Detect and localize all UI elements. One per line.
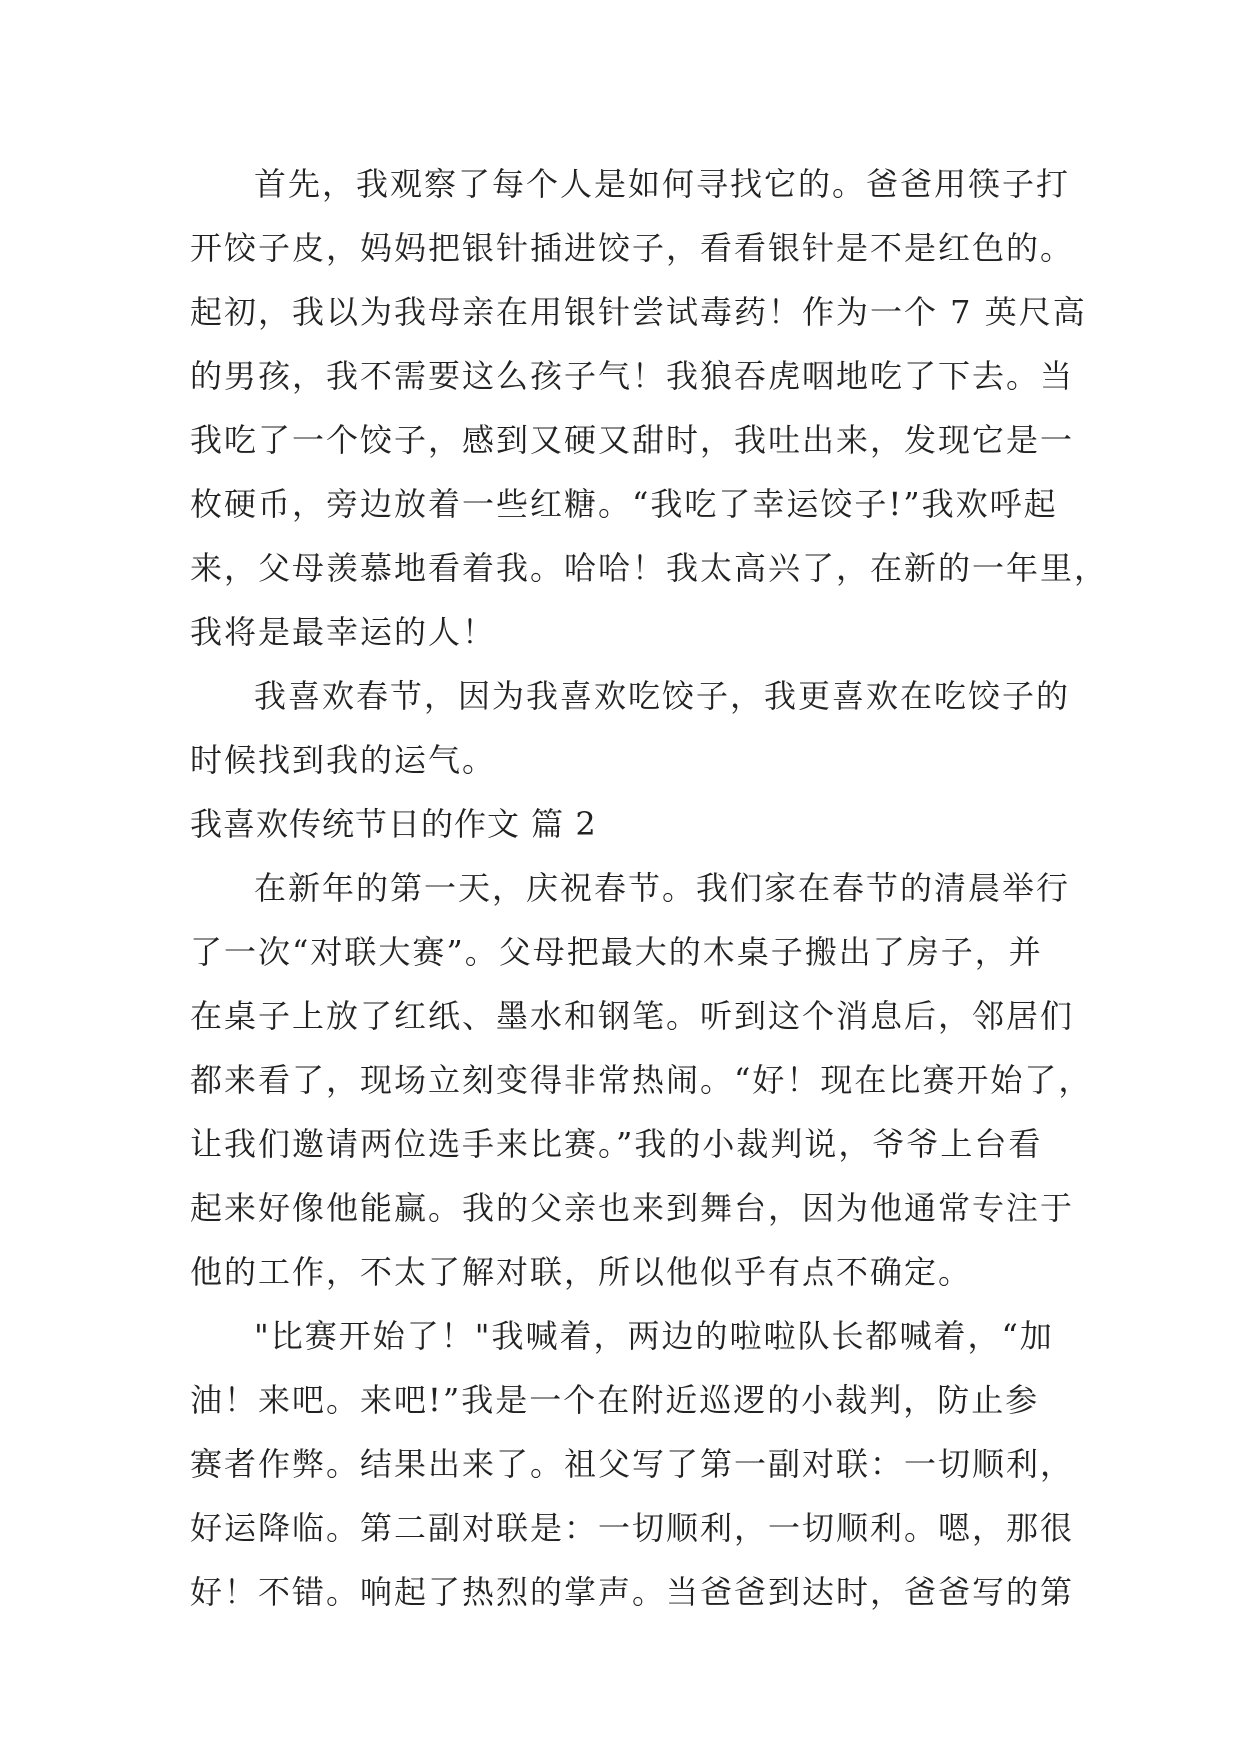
text-line: 好运降临。第二副对联是：一切顺利，一切顺利。嗯，那很 [190, 1509, 1075, 1547]
text-line: 起来好像他能赢。我的父亲也来到舞台，因为他通常专注于 [190, 1189, 1075, 1227]
paragraph-couplet-contest [190, 856, 1093, 1304]
text-line: 开饺子皮，妈妈把银针插进饺子，看看银针是不是红色的。 [190, 229, 1075, 267]
text-line: 首先，我观察了每个人是如何寻找它的。爸爸用筷子打 [254, 165, 1071, 203]
text-line: 我将是最幸运的人！ [190, 613, 497, 651]
text-line: 起初，我以为我母亲在用银针尝试毒药！作为一个 7 英尺高 [190, 293, 1087, 331]
text-line: 在新年的第一天，庆祝春节。我们家在春节的清晨举行 [254, 869, 1071, 907]
text-line: 都来看了，现场立刻变得非常热闹。“好！现在比赛开始了， [190, 1061, 1093, 1099]
text-line: 我吃了一个饺子，感到又硬又甜时，我吐出来，发现它是一 [190, 421, 1075, 459]
paragraph-spring-festival [190, 664, 1070, 792]
text-line: 时候找到我的运气。 [190, 741, 497, 779]
text-line: 油！来吧。来吧!”我是一个在附近巡逻的小裁判，防止参 [190, 1381, 1040, 1419]
text-line: 我喜欢春节，因为我喜欢吃饺子，我更喜欢在吃饺子的 [254, 677, 1071, 715]
text-line: 的男孩，我不需要这么孩子气！我狼吞虎咽地吃了下去。当 [190, 357, 1075, 395]
text-line: 来，父母羡慕地看着我。哈哈！我太高兴了，在新的一年里， [190, 549, 1109, 587]
text-line: 他的工作，不太了解对联，所以他似乎有点不确定。 [190, 1253, 973, 1291]
text-line: 让我们邀请两位选手来比赛。”我的小裁判说，爷爷上台看 [190, 1125, 1043, 1163]
text-line: 在桌子上放了红纸、墨水和钢笔。听到这个消息后，邻居们 [190, 997, 1075, 1035]
text-line: 枚硬币，旁边放着一些红糖。“我吃了幸运饺子!”我欢呼起 [190, 485, 1058, 523]
text-line: 赛者作弊。结果出来了。祖父写了第一副对联：一切顺利， [190, 1445, 1075, 1483]
text-line: 了一次“对联大赛”。父母把最大的木桌子搬出了房子，并 [190, 933, 1043, 971]
text-line: "比赛开始了！"我喊着，两边的啦啦队长都喊着，“加 [254, 1317, 1054, 1355]
paragraph-first-search [190, 152, 1109, 664]
paragraph-competition-start [190, 1304, 1075, 1624]
section-title: 我喜欢传统节日的作文 篇 2 [190, 805, 597, 843]
text-line: 好！不错。响起了热烈的掌声。当爸爸到达时，爸爸写的第 [190, 1573, 1075, 1611]
